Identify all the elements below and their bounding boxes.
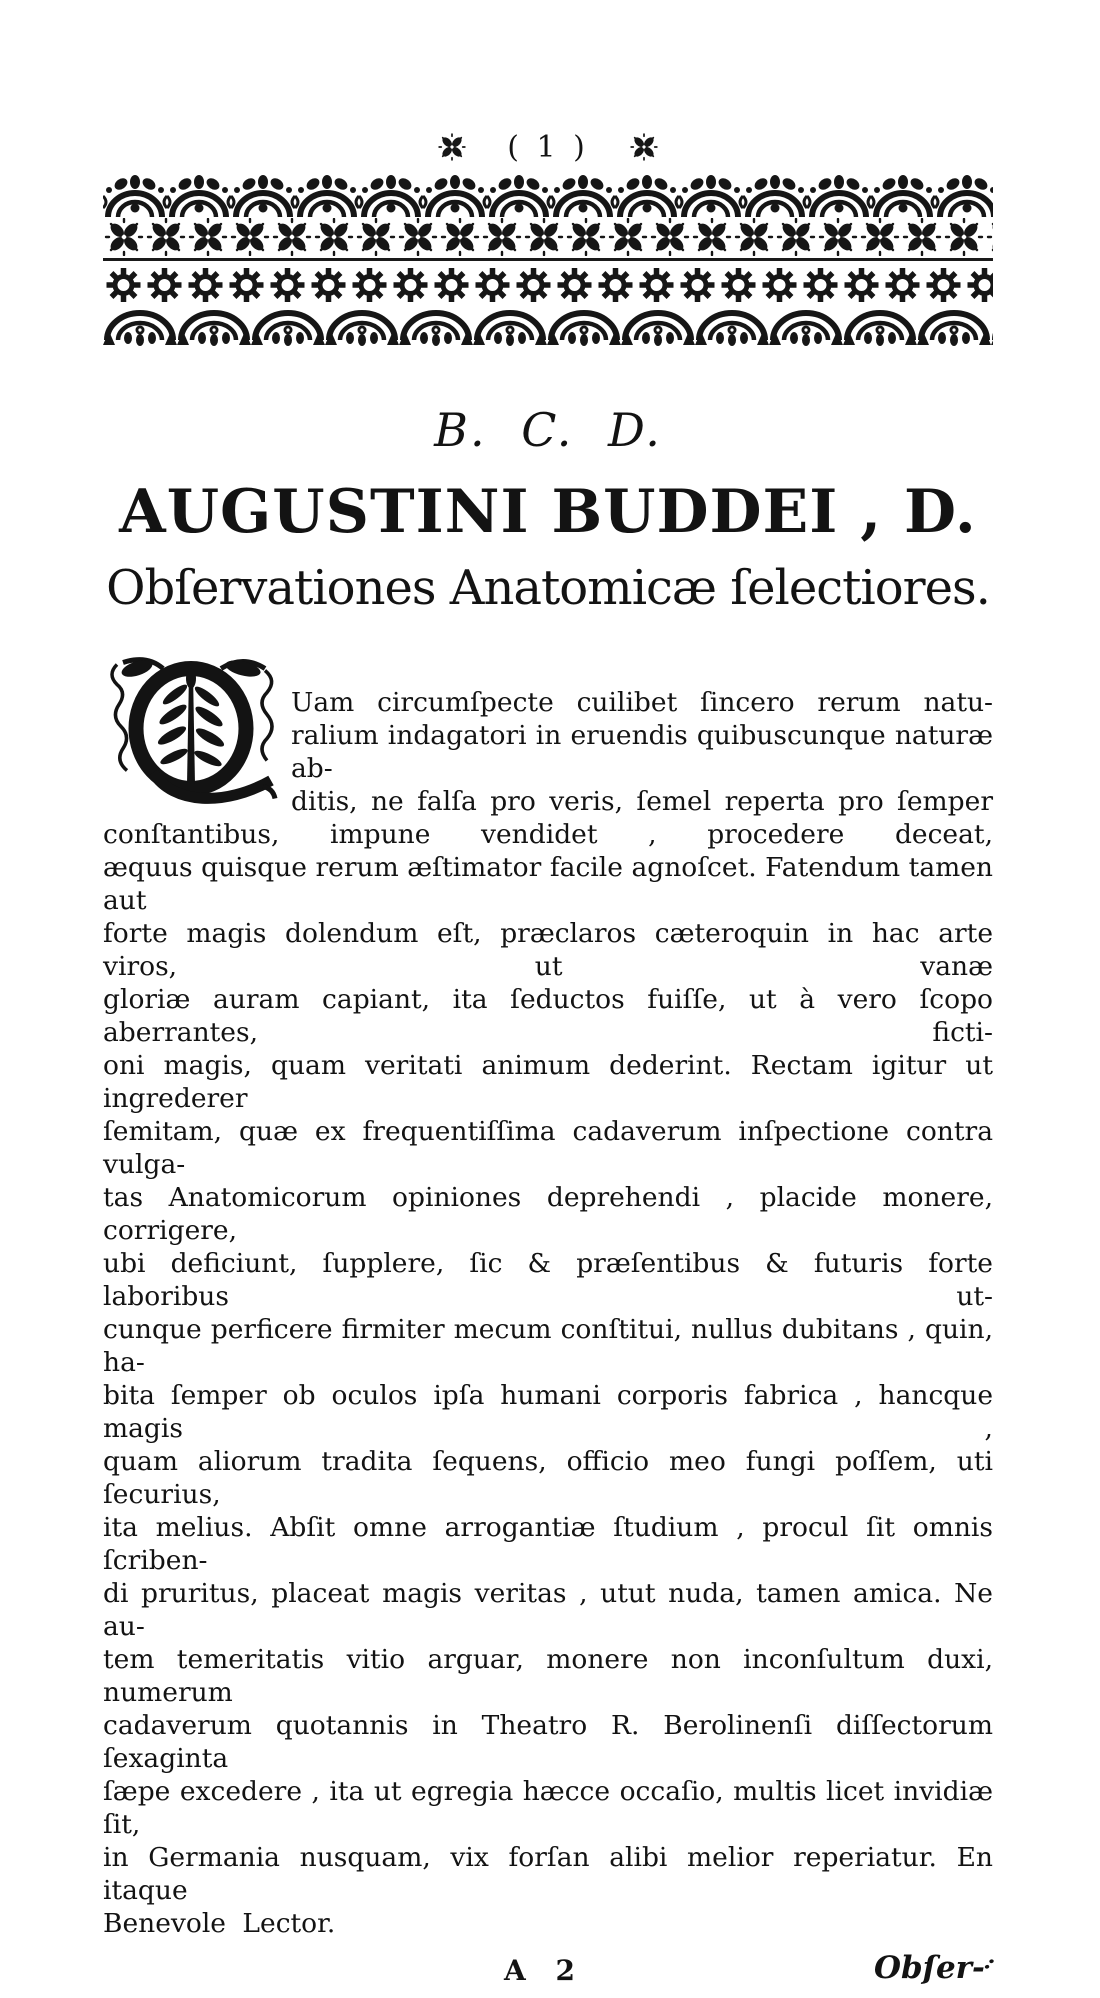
body-text-line: ubi deficiunt, ſupplere, ſic & præſentibus & futuris forte laboribus ut- — [103, 1248, 993, 1312]
body-text-line: ita melius. Abſit omne arrogantiæ ſtudium , procul ſit omnis ſcriben- — [103, 1512, 993, 1576]
author-heading: AUGUSTINI BUDDEI , D. — [119, 477, 977, 547]
body-text-line: Benevole Lector. — [103, 1908, 336, 1939]
body-text-line: cadaverum quotannis in Theatro R. Berolinenſi diſſectorum ſexaginta — [103, 1710, 993, 1774]
body-text-line: ſæpe excedere , ita ut egregia hæcce occaſio, multis licet invidiæ ſit, — [103, 1776, 993, 1840]
dropcap-initial-q-icon — [103, 654, 281, 809]
body-text-line: oni magis, quam veritati animum dederint. Rectam igitur ut ingrederer — [103, 1050, 993, 1114]
ornament-rule — [103, 258, 993, 261]
body-text-line: Uam circumſpecte cuilibet ſincero rerum natu- — [291, 687, 993, 718]
fleuron-icon — [629, 133, 659, 161]
title-heading: Obſervationes Anatomicæ ſelectiores. — [106, 560, 990, 616]
body-text-line: bita ſemper ob oculos ipſa humani corporis fabrica , hancque magis , — [103, 1380, 993, 1444]
body-text-line: cunque perficere firmiter mecum conſtitui, nullus dubitans , quin, ha- — [103, 1314, 993, 1378]
body-text-line: tem temeritatis vitio arguar, monere non inconſultum duxi, numerum — [103, 1644, 993, 1708]
catchword-mark: : — [980, 1949, 1000, 1976]
fleuron-icon — [437, 133, 467, 161]
body-text-line: conſtantibus, impune vendidet , procedere deceat, — [103, 819, 993, 850]
body-text-line: gloriæ auram capiant, ita ſeductos fuiſſe, ut à vero ſcopo aberrantes, ficti- — [103, 984, 993, 1048]
body-lines — [103, 654, 993, 1940]
body-text-line: æquus quisque rerum æſtimator facile agnoſcet. Fatendum tamen aut — [103, 852, 993, 916]
ornament-band-quatrefoil — [103, 218, 993, 256]
body-text-block — [103, 654, 993, 1940]
catchword: Obſer-: — [873, 1949, 1000, 1986]
body-text-line: forte magis dolendum eſt, præclaros cæteroquin in hac arte viros, ut vanæ — [103, 918, 993, 982]
ornament-band-arches — [103, 308, 993, 346]
page-column — [103, 126, 1000, 1998]
body-text-line: tas Anatomicorum opiniones deprehendi , placide monere, corrigere, — [103, 1182, 993, 1246]
body-text-line: di pruritus, placeat magis veritas , utut nuda, tamen amica. Ne au- — [103, 1578, 993, 1642]
body-text-line: ſemitam, quæ ex frequentiſſima cadaverum inſpectione contra vulga- — [103, 1116, 993, 1180]
signature-mark: A 2 — [504, 1954, 585, 1987]
body-text-line: ditis, ne falſa pro veris, ſemel reperta pro ſemper — [291, 786, 993, 817]
page-number-row — [103, 126, 993, 168]
body-text-line: quam aliorum tradita ſequens, officio meo fungi poſſem, uti ſecurius, — [103, 1446, 993, 1510]
ornament-band-swag — [103, 174, 993, 218]
body-text-line: ralium indagatori in eruendis quibuscunque naturæ ab- — [291, 720, 993, 784]
page-number: ( 1 ) — [507, 129, 589, 165]
ornament-band-sunburst — [103, 263, 993, 307]
dedication-heading: B. C. D. — [434, 403, 662, 457]
footer-row — [103, 1949, 1000, 1998]
body-text-line: in Germania nusquam, vix forſan alibi melior reperiatur. En itaque — [103, 1842, 993, 1906]
